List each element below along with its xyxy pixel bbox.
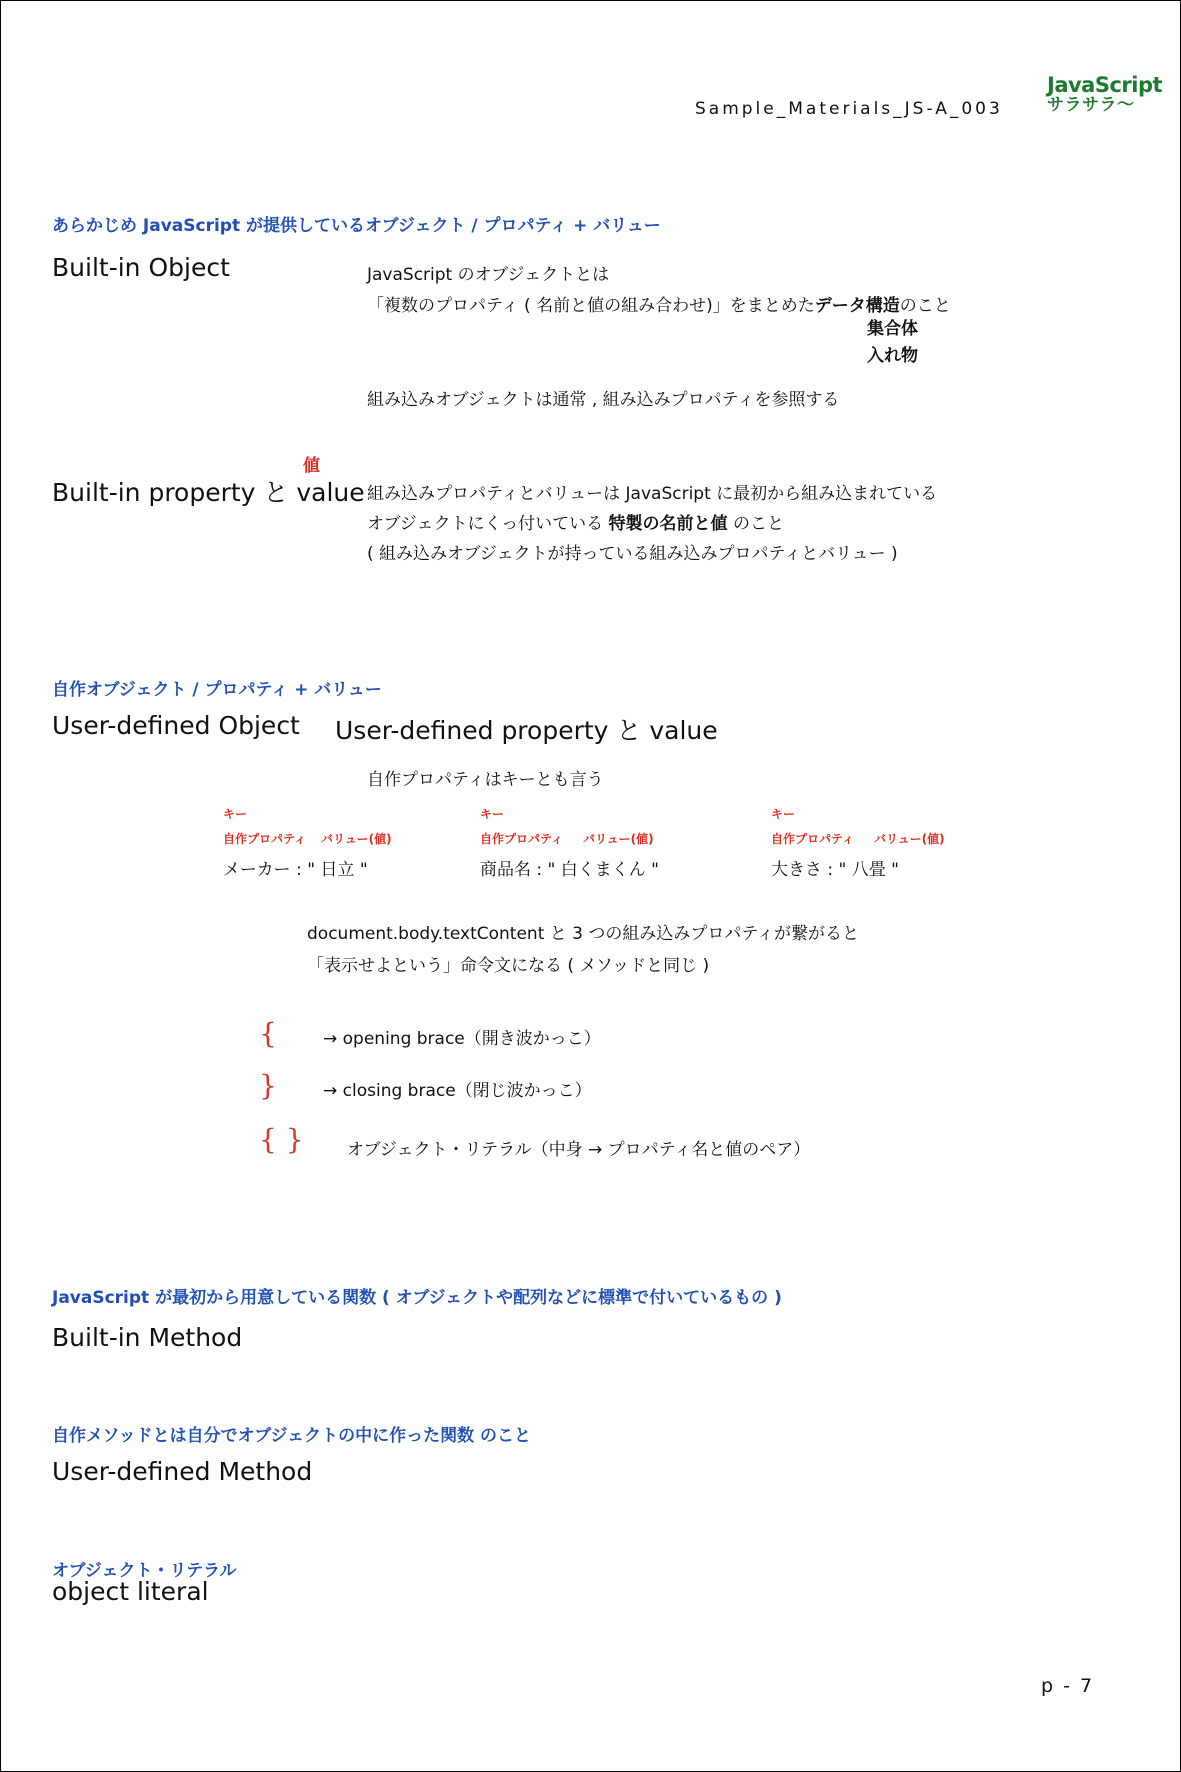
userdefined-object-heading: User-defined Object [52,711,300,740]
builtin-object-line1: JavaScript のオブジェクトとは [367,265,610,285]
userdefined-method-heading: User-defined Method [52,1457,313,1486]
pair1-example: メーカー : " 日立 " [223,860,368,880]
closing-brace-text: → closing brace（閉じ波かっこ） [323,1081,592,1101]
userdefined-property-heading: User-defined property と value [335,716,718,745]
note-aggregate: 集合体 [867,319,918,339]
closing-brace-icon: } [259,1069,277,1102]
pair2-key-label: キー [480,807,505,821]
builtin-object-line2-suffix: のこと [899,296,951,316]
object-literal-heading: object literal [52,1577,209,1606]
pair3-value-label: バリュー(値) [874,832,945,846]
builtin-object-heading: Built-in Object [52,253,230,282]
builtin-property-line2-suffix: のこと [727,514,784,534]
pair3-key-label: キー [771,807,796,821]
builtin-section-title: あらかじめ JavaScript が提供しているオブジェクト / プロパティ + バリュー [52,216,661,236]
builtin-property-heading: Built-in property と value [52,478,365,507]
pair2-example: 商品名 : " 白くまくん " [480,860,659,880]
builtin-object-line2 [367,291,951,316]
builtin-method-section-title: JavaScript が最初から用意している関数 ( オブジェクトや配列などに標準で付いているもの ) [52,1288,782,1308]
value-annotation: 値 [303,456,320,476]
object-literal-section-title: オブジェクト・リテラル [52,1561,237,1581]
builtin-property-line1: 組み込みプロパティとバリューは JavaScript に最初から組み込まれている [367,484,938,504]
pair1-property-label: 自作プロパティ [223,832,307,846]
userdefined-section-title: 自作オブジェクト / プロパティ + バリュー [52,680,382,700]
chain-line1: document.body.textContent と 3 つの組み込みプロパティが繋がると [307,924,860,944]
builtin-property-line2-prefix: オブジェクトにくっ付いている [367,514,609,534]
builtin-property-line2 [367,509,784,534]
opening-brace-icon: { [259,1017,277,1050]
page-number: p - 7 [1041,1675,1095,1697]
data-structure-term: データ構造 [814,296,900,316]
pair3-example: 大きさ : " 八畳 " [771,860,899,880]
builtin-method-heading: Built-in Method [52,1323,243,1352]
builtin-object-line2-prefix: 「複数のプロパティ ( 名前と値の組み合わせ)」をまとめた [367,296,815,316]
chain-line2: 「表示せよという」命令文になる ( メソッドと同じ ) [307,956,710,976]
builtin-object-line3: 組み込みオブジェクトは通常 , 組み込みプロパティを参照する [367,390,840,410]
logo-line2: サラサラ〜 [1047,95,1135,115]
special-name-value-term: 特製の名前と値 [608,514,728,534]
pair2-value-label: バリュー(値) [583,832,654,846]
logo-line1: JavaScript [1047,73,1163,97]
builtin-property-line3: ( 組み込みオブジェクトが持っている組み込みプロパティとバリュー ) [367,544,898,564]
brace-pair-icon: { } [259,1123,304,1156]
pair2-property-label: 自作プロパティ [480,832,564,846]
object-literal-description: オブジェクト・リテラル（中身 → プロパティ名と値のペア） [347,1140,811,1160]
document-code: Sample_Materials_JS-A_003 [695,99,1003,119]
opening-brace-text: → opening brace（開き波かっこ） [323,1029,601,1049]
pair1-key-label: キー [223,807,248,821]
javascript-sarasara-logo [1047,75,1162,114]
pair1-value-label: バリュー(値) [321,832,392,846]
userdefined-method-section-title: 自作メソッドとは自分でオブジェクトの中に作った関数 のこと [52,1426,532,1446]
userdefined-intro: 自作プロパティはキーとも言う [367,770,604,790]
note-container: 入れ物 [867,346,918,366]
pair3-property-label: 自作プロパティ [771,832,855,846]
